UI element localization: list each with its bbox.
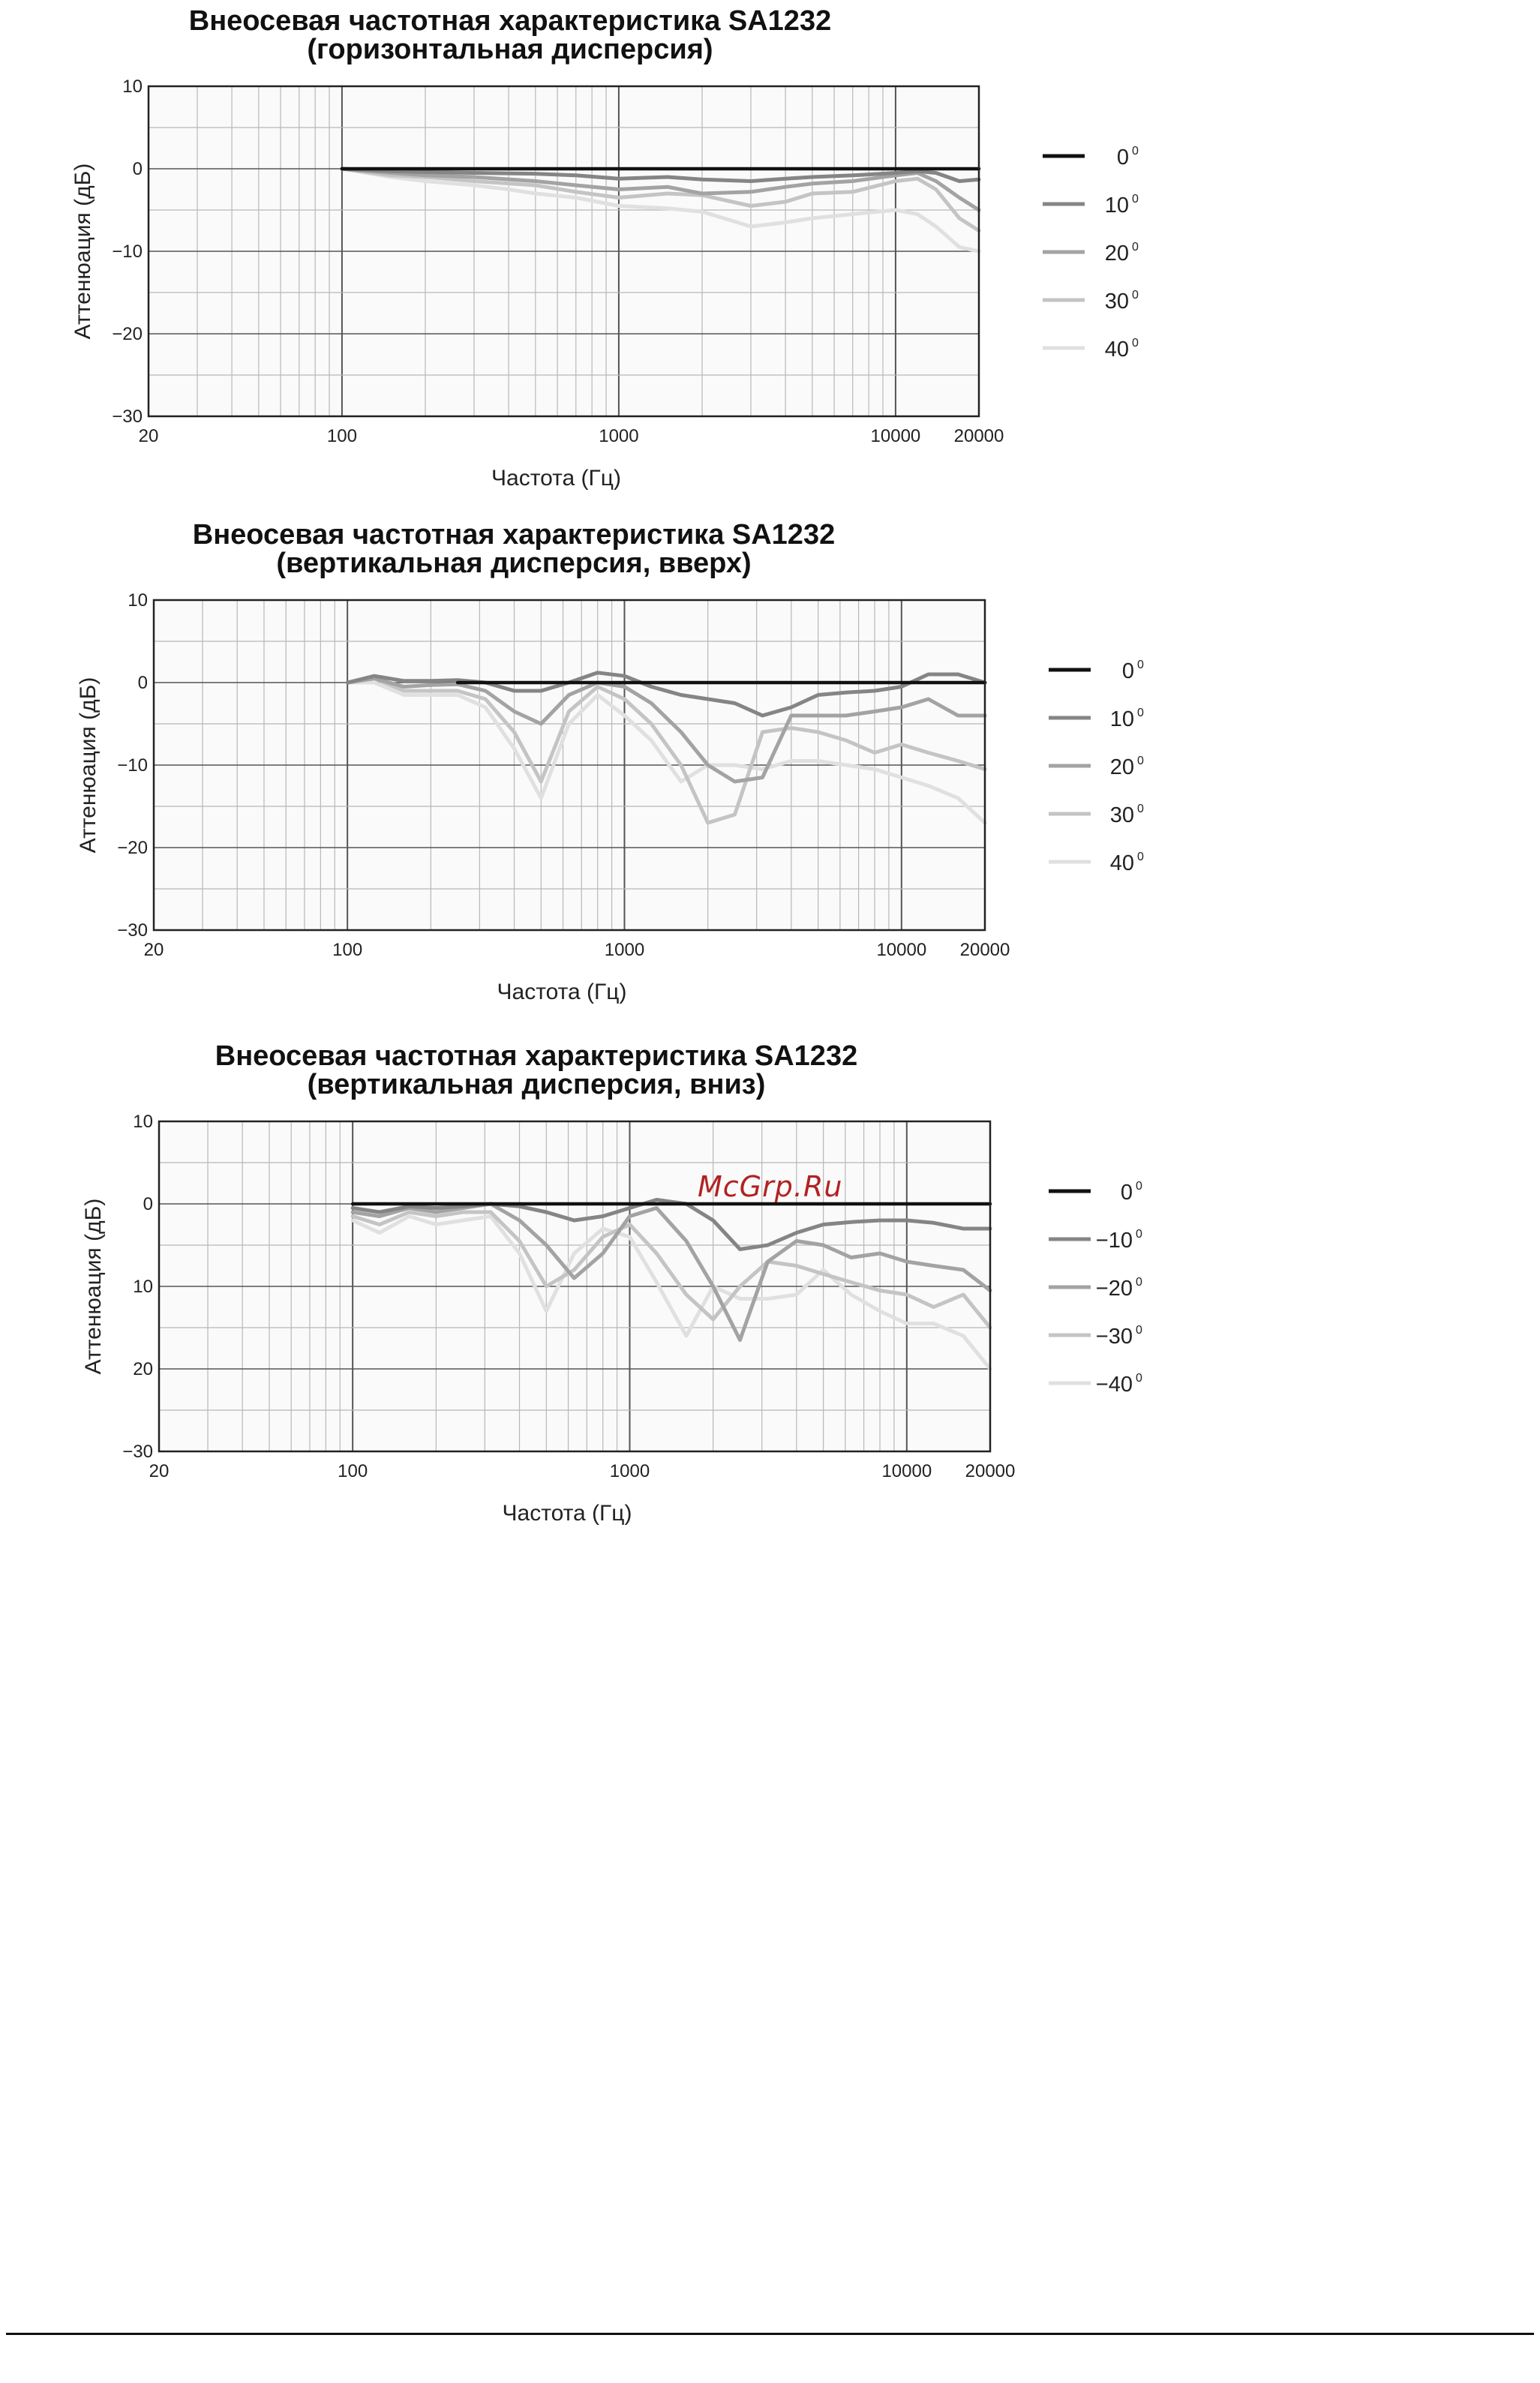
y-tick-label: 0	[143, 1194, 153, 1214]
y-tick-label: −30	[112, 407, 143, 427]
x-tick-label: 100	[326, 426, 357, 446]
x-tick-label: 20	[143, 940, 164, 960]
legend-label-20: 20	[1104, 242, 1129, 266]
chart-svg	[0, 0, 1540, 495]
legend-degree-20: 0	[1132, 241, 1139, 254]
chart-vertical-dispersion-down	[0, 1035, 1540, 1530]
legend-degree--20: 0	[1136, 1276, 1142, 1289]
x-tick-label: 20000	[953, 426, 1004, 446]
legend-degree-30: 0	[1132, 289, 1139, 302]
x-tick-label: 100	[338, 1461, 368, 1481]
chart-horizontal-dispersion	[0, 0, 1540, 495]
y-tick-label: −30	[122, 1442, 153, 1462]
legend-label--10: −10	[1095, 1229, 1133, 1253]
y-tick-label: −30	[117, 920, 148, 941]
x-axis-label: Частота (Гц)	[491, 466, 621, 491]
legend-label-10: 10	[1104, 194, 1129, 218]
x-tick-label: 20	[138, 426, 159, 446]
footer-rule	[6, 2333, 1534, 2335]
y-tick-label: 10	[122, 77, 143, 97]
y-axis-label: Аттенюация (дБ)	[76, 677, 101, 854]
legend-label--30: −30	[1095, 1325, 1133, 1349]
chart-title-line-1: Внеосевая частотная характеристика SA1232	[192, 519, 836, 551]
x-tick-label: 1000	[609, 1461, 650, 1481]
legend-label-40: 40	[1104, 338, 1129, 362]
legend-label-30: 30	[1104, 290, 1129, 314]
legend-label-0: 0	[1120, 1181, 1133, 1205]
x-axis-label: Частота (Гц)	[502, 1501, 632, 1526]
chart-title-line-1: Внеосевая частотная характеристика SA1232	[188, 5, 832, 37]
legend-label-10: 10	[1109, 707, 1134, 731]
legend-label-20: 20	[1109, 755, 1134, 779]
x-tick-label: 10000	[876, 940, 927, 960]
legend-degree-0: 0	[1137, 659, 1144, 671]
chart-legend	[1043, 145, 1139, 362]
legend-degree-10: 0	[1132, 193, 1139, 206]
legend-degree-30: 0	[1137, 803, 1144, 815]
legend-label-0: 0	[1116, 146, 1129, 170]
legend-label-30: 30	[1109, 803, 1134, 827]
legend-degree-0: 0	[1136, 1180, 1142, 1193]
y-tick-label: 0	[137, 673, 148, 693]
chart-title-line-2: (горизонтальная дисперсия)	[307, 34, 713, 65]
x-tick-label: 1000	[599, 426, 639, 446]
chart-title-line-2: (вертикальная дисперсия, вниз)	[307, 1069, 766, 1100]
x-axis-label: Частота (Гц)	[497, 980, 627, 1004]
legend-degree-10: 0	[1137, 707, 1144, 719]
legend-degree--10: 0	[1136, 1228, 1142, 1241]
chart-vertical-dispersion-up	[0, 514, 1540, 1009]
y-tick-label: −20	[117, 838, 148, 858]
x-tick-label: 20000	[965, 1461, 1016, 1481]
x-tick-label: 1000	[604, 940, 645, 960]
legend-degree-40: 0	[1132, 337, 1139, 350]
y-tick-label: −10	[117, 755, 148, 776]
y-tick-label: −10	[112, 242, 143, 262]
chart-title-line-1: Внеосевая частотная характеристика SA1232	[215, 1040, 858, 1072]
chart-legend	[1049, 1180, 1142, 1397]
y-tick-label: 10	[133, 1112, 153, 1132]
x-tick-label: 100	[332, 940, 363, 960]
watermark-text: McGrp.Ru	[698, 1170, 843, 1203]
chart-title-line-2: (вертикальная дисперсия, вверх)	[276, 548, 752, 579]
legend-degree-20: 0	[1137, 755, 1144, 767]
legend-label-40: 40	[1109, 851, 1134, 875]
legend-degree--40: 0	[1136, 1372, 1142, 1385]
chart-legend	[1049, 659, 1144, 875]
legend-degree--30: 0	[1136, 1324, 1142, 1337]
x-tick-label: 10000	[870, 426, 921, 446]
y-tick-label: −20	[112, 324, 143, 344]
chart-svg	[0, 1035, 1540, 1530]
legend-label-0: 0	[1121, 659, 1134, 683]
y-tick-label: 0	[132, 159, 143, 179]
legend-degree-0: 0	[1132, 145, 1139, 158]
y-tick-label: 10	[128, 590, 148, 611]
x-tick-label: 20000	[959, 940, 1010, 960]
chart-svg	[0, 514, 1540, 1009]
y-axis-label: Аттенюация (дБ)	[71, 163, 95, 340]
y-tick-label: 10	[133, 1277, 153, 1297]
legend-degree-40: 0	[1137, 851, 1144, 863]
x-tick-label: 10000	[881, 1461, 932, 1481]
legend-label--40: −40	[1095, 1373, 1133, 1397]
y-tick-label: 20	[133, 1359, 153, 1379]
legend-label--20: −20	[1095, 1277, 1133, 1301]
y-axis-label: Аттенюация (дБ)	[81, 1198, 106, 1375]
x-tick-label: 20	[149, 1461, 170, 1481]
